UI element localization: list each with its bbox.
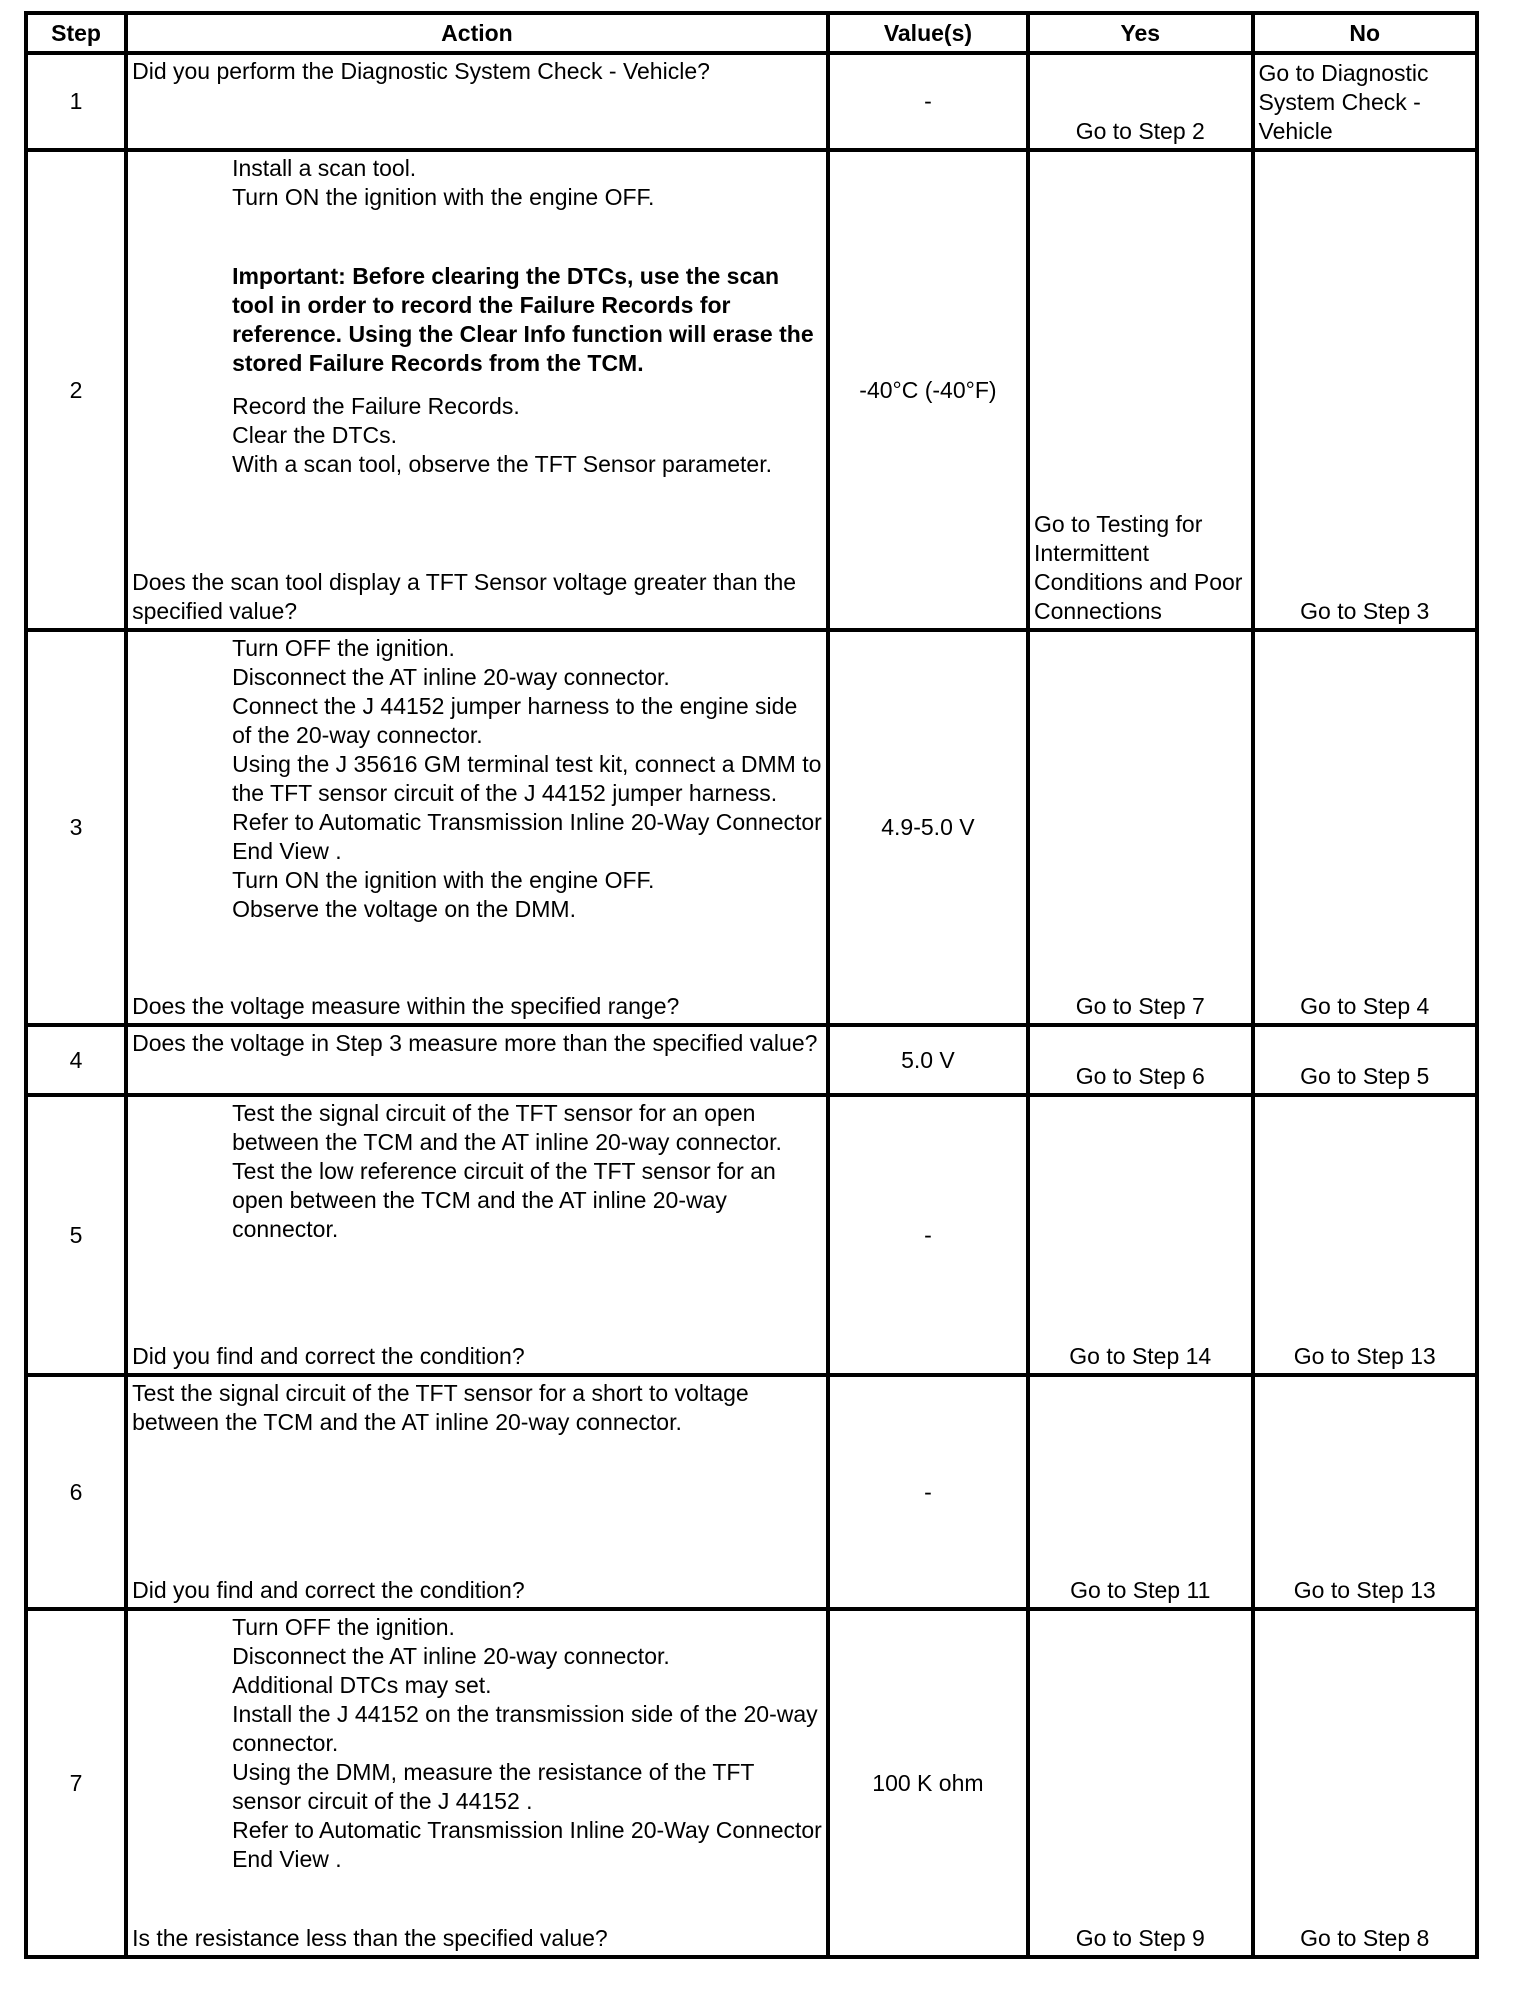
action-step: Using the J 35616 GM terminal test kit, connect a DMM to the TFT sensor circuit of the J 44152 jumper harness. bbox=[232, 751, 822, 806]
no-cell bbox=[1253, 1375, 1478, 1609]
no-link[interactable]: Go to Step 5 bbox=[1300, 1063, 1430, 1089]
table-row bbox=[26, 1609, 1477, 1957]
action-question: Does the voltage in Step 3 measure more than the specified value? bbox=[132, 1030, 818, 1056]
no-link[interactable]: Go to Step 13 bbox=[1293, 1577, 1436, 1603]
action-step: Using the DMM, measure the resistance of the TFT sensor circuit of the J 44152 . bbox=[232, 1759, 755, 1814]
value-cell: 100 K ohm bbox=[828, 1609, 1028, 1957]
action-cell bbox=[126, 1095, 828, 1375]
yes-link[interactable]: Go to Step 14 bbox=[1069, 1343, 1212, 1369]
no-cell bbox=[1253, 1025, 1478, 1095]
step-number: 7 bbox=[26, 1609, 126, 1957]
yes-cell bbox=[1028, 1609, 1252, 1957]
action-step: Turn ON the ignition with the engine OFF. bbox=[232, 184, 655, 210]
value-cell: 4.9-5.0 V bbox=[828, 630, 1028, 1025]
action-question: Is the resistance less than the specified value? bbox=[132, 1925, 608, 1951]
table-row bbox=[26, 1375, 1477, 1609]
value-cell: - bbox=[828, 1095, 1028, 1375]
yes-cell bbox=[1028, 1095, 1252, 1375]
step-number: 5 bbox=[26, 1095, 126, 1375]
no-cell bbox=[1253, 53, 1478, 150]
action-question: Did you find and correct the condition? bbox=[132, 1343, 525, 1369]
step-number: 1 bbox=[26, 53, 126, 150]
table-row bbox=[26, 1025, 1477, 1095]
yes-link[interactable]: Go to Testing for Intermittent Conditions and Poor Connections bbox=[1034, 511, 1243, 624]
yes-link[interactable]: Go to Step 2 bbox=[1075, 118, 1205, 144]
yes-cell bbox=[1028, 1025, 1252, 1095]
action-intro: Test the signal circuit of the TFT sensor for a short to voltage between the TCM and the AT inline 20-way connector. bbox=[132, 1380, 749, 1435]
yes-cell bbox=[1028, 150, 1252, 630]
important-note: Important: Before clearing the DTCs, use the scan tool in order to record the Failure Records for reference. Using the Clear Info function will erase the stored Failure Records from the TCM. bbox=[232, 263, 814, 376]
action-steps bbox=[132, 154, 822, 212]
header-row bbox=[26, 13, 1477, 53]
value-cell: 5.0 V bbox=[828, 1025, 1028, 1095]
action-step: Refer to Automatic Transmission Inline 20-Way Connector End View . bbox=[232, 809, 822, 864]
action-cell bbox=[126, 53, 828, 150]
action-step: Test the signal circuit of the TFT sensor for an open between the TCM and the AT inline 20-way connector. bbox=[232, 1100, 782, 1155]
action-step: Turn OFF the ignition. bbox=[232, 1614, 455, 1640]
step-number: 3 bbox=[26, 630, 126, 1025]
action-step: Turn OFF the ignition. bbox=[232, 635, 455, 661]
action-steps bbox=[132, 1613, 822, 1874]
action-step: Disconnect the AT inline 20-way connector. bbox=[232, 664, 670, 690]
value-cell: - bbox=[828, 53, 1028, 150]
table-row bbox=[26, 150, 1477, 630]
action-step: Clear the DTCs. bbox=[232, 422, 397, 448]
yes-link[interactable]: Go to Step 9 bbox=[1075, 1925, 1205, 1951]
yes-link[interactable]: Go to Step 7 bbox=[1075, 993, 1205, 1019]
action-step: Refer to Automatic Transmission Inline 20-Way Connector End View . bbox=[232, 1817, 822, 1872]
action-step: Additional DTCs may set. bbox=[232, 1672, 492, 1698]
step-number: 4 bbox=[26, 1025, 126, 1095]
action-question: Did you perform the Diagnostic System Check - Vehicle? bbox=[132, 58, 710, 84]
no-link[interactable]: Go to Step 3 bbox=[1300, 598, 1430, 624]
step-number: 2 bbox=[26, 150, 126, 630]
yes-cell bbox=[1028, 53, 1252, 150]
diagnostic-table bbox=[24, 11, 1479, 1959]
no-link[interactable]: Go to Diagnostic System Check - Vehicle bbox=[1258, 60, 1429, 144]
header-step: Step bbox=[26, 13, 126, 53]
action-step: Connect the J 44152 jumper harness to the engine side of the 20-way connector. bbox=[232, 693, 798, 748]
action-steps bbox=[132, 392, 822, 479]
action-step: Turn ON the ignition with the engine OFF. bbox=[232, 867, 655, 893]
action-step: Install the J 44152 on the transmission side of the 20-way connector. bbox=[232, 1701, 818, 1756]
header-yes: Yes bbox=[1028, 13, 1252, 53]
action-cell bbox=[126, 1609, 828, 1957]
header-values: Value(s) bbox=[828, 13, 1028, 53]
action-question: Does the voltage measure within the specified range? bbox=[132, 993, 680, 1019]
action-question: Did you find and correct the condition? bbox=[132, 1577, 525, 1603]
action-cell bbox=[126, 150, 828, 630]
action-question: Does the scan tool display a TFT Sensor voltage greater than the specified value? bbox=[132, 569, 797, 624]
action-step: Install a scan tool. bbox=[232, 155, 417, 181]
value-cell: - bbox=[828, 1375, 1028, 1609]
action-cell bbox=[126, 630, 828, 1025]
action-step: Record the Failure Records. bbox=[232, 393, 520, 419]
yes-link[interactable]: Go to Step 6 bbox=[1075, 1063, 1205, 1089]
action-cell bbox=[126, 1375, 828, 1609]
table-row bbox=[26, 53, 1477, 150]
header-action: Action bbox=[126, 13, 828, 53]
value-cell: -40°C (-40°F) bbox=[828, 150, 1028, 630]
no-link[interactable]: Go to Step 13 bbox=[1293, 1343, 1436, 1369]
no-link[interactable]: Go to Step 4 bbox=[1300, 993, 1430, 1019]
no-link[interactable]: Go to Step 8 bbox=[1300, 1925, 1430, 1951]
no-cell bbox=[1253, 1095, 1478, 1375]
yes-cell bbox=[1028, 1375, 1252, 1609]
action-cell bbox=[126, 1025, 828, 1095]
action-step: Observe the voltage on the DMM. bbox=[232, 896, 576, 922]
yes-cell bbox=[1028, 630, 1252, 1025]
yes-link[interactable]: Go to Step 11 bbox=[1070, 1577, 1211, 1603]
action-step: Test the low reference circuit of the TFT sensor for an open between the TCM and the AT inline 20-way connector. bbox=[232, 1158, 776, 1242]
table-row bbox=[26, 630, 1477, 1025]
action-step: With a scan tool, observe the TFT Sensor parameter. bbox=[232, 451, 772, 477]
no-cell bbox=[1253, 630, 1478, 1025]
no-cell bbox=[1253, 150, 1478, 630]
action-step: Disconnect the AT inline 20-way connector. bbox=[232, 1643, 670, 1669]
action-steps bbox=[132, 1099, 822, 1244]
table-row bbox=[26, 1095, 1477, 1375]
header-no: No bbox=[1253, 13, 1478, 53]
no-cell bbox=[1253, 1609, 1478, 1957]
action-steps bbox=[132, 634, 822, 924]
step-number: 6 bbox=[26, 1375, 126, 1609]
